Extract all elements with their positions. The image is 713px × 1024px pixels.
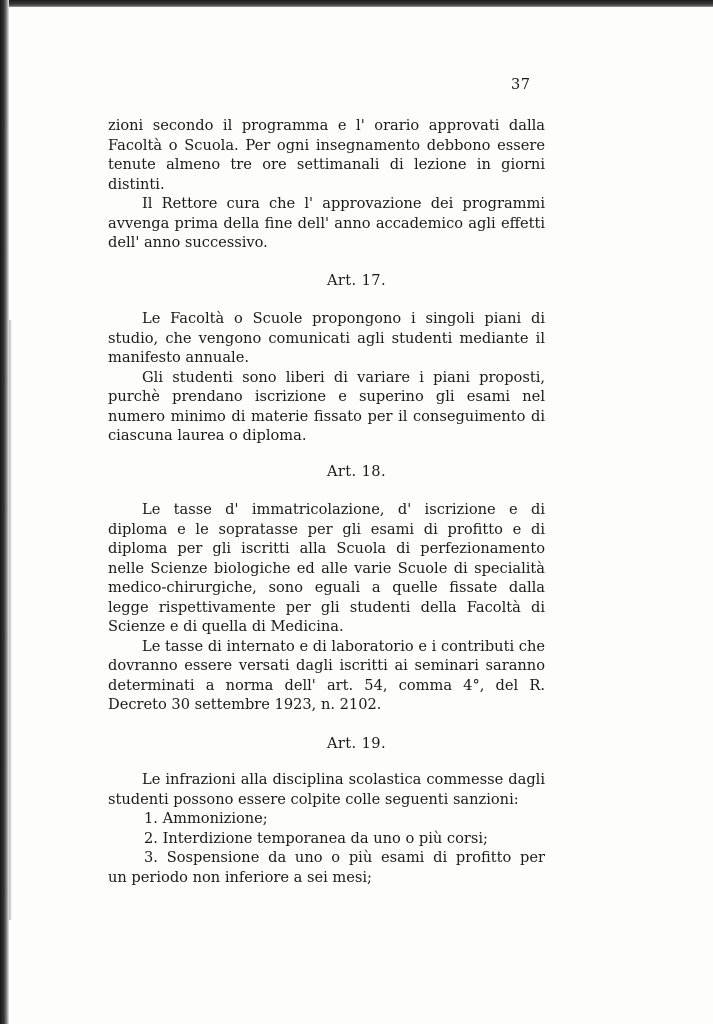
article-18-text xyxy=(108,500,545,715)
continuation-text xyxy=(108,116,545,253)
paragraph: zioni secondo il programma e l' orario approvati dalla Facoltà o Scuola. Per ogni insegnamento debbono essere tenute almeno tre ore settimanali di lezione in giorni distinti. xyxy=(108,117,545,193)
article-19-text xyxy=(108,770,545,809)
paragraph: Gli studenti sono liberi di variare i piani proposti, purchè prendano iscrizione e superino gli esami nel numero minimo di materie fissato per il conseguimento di ciascuna laurea o diploma. xyxy=(108,368,545,444)
list-item-continuation: un periodo non inferiore a sei mesi; xyxy=(108,869,372,886)
scan-binding-edge xyxy=(0,0,9,1024)
page-number: 37 xyxy=(511,77,531,93)
article-18-heading: Art. 18. xyxy=(326,463,387,480)
list-item: 1. Ammonizione; xyxy=(144,810,268,827)
paragraph: Le Facoltà o Scuole propongono i singoli piani di studio, che vengono comunicati agli studenti mediante il manifesto annuale. xyxy=(108,310,545,366)
paragraph: Le tasse di internato e di laboratorio e i contributi che dovranno essere versati dagli iscritti ai seminari saranno determinati a norma dell' art. 54, comma 4°, del R. Decreto 30 settembre 1923, n. 2102. xyxy=(108,637,545,713)
article-17-heading: Art. 17. xyxy=(326,272,387,289)
article-19-heading: Art. 19. xyxy=(326,735,387,752)
scan-binding-shadow xyxy=(9,320,12,920)
scan-top-edge xyxy=(0,0,713,7)
paragraph: Il Rettore cura che l' approvazione dei programmi avvenga prima della fine dell' anno accademico agli effetti dell' anno successivo. xyxy=(108,195,545,251)
list-item: 3. Sospensione da uno o più esami di profitto per xyxy=(144,849,545,866)
article-17-text xyxy=(108,309,545,446)
paragraph: Le tasse d' immatricolazione, d' iscrizione e di diploma e le sopratasse per gli esami di profitto e di diploma per gli iscritti alla Scuola di perfezionamento nelle Scienze biologiche ed alle varie Scuole di specialità medico-chirurgiche, sono eguali a quelle fissate dalla legge rispettivamente per gli studenti della Facoltà di Scienze e di quella di Medicina. xyxy=(108,501,545,635)
paragraph: Le infrazioni alla disciplina scolastica commesse dagli studenti possono essere colpite colle seguenti sanzioni: xyxy=(108,771,545,808)
list-item: 2. Interdizione temporanea da uno o più corsi; xyxy=(144,830,488,847)
